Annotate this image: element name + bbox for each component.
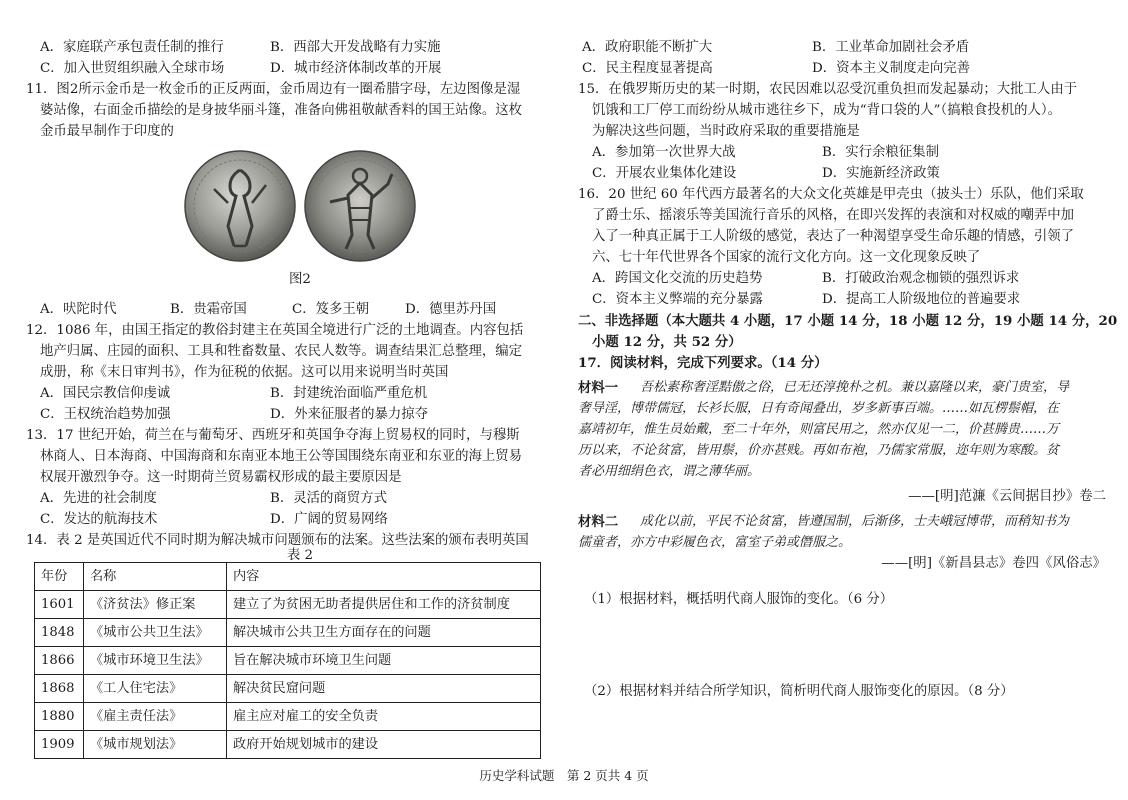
table-row: [35, 619, 541, 647]
q16-option-c: C．资本主义弊端的充分暴露: [592, 292, 763, 307]
q13-option-d: D．广阔的贸易网络: [270, 512, 388, 527]
q10-option-b: B．西部大开发战略有力实施: [270, 40, 441, 55]
q14-stem-line-1: 14．表 2 是英国近代不同时期为解决城市问题颁布的法案。这些法案的颁布表明英国: [26, 533, 529, 548]
q17-title: 17．阅读材料，完成下列要求。（14 分）: [578, 355, 828, 371]
table-cell-year: 1880: [35, 703, 84, 731]
q15-option-b: B．实行余粮征集制: [822, 145, 939, 160]
material-1-line-3: 嘉靖初年，惟生员始戴，至二十年外，则富民用之，然亦仅见一二，价甚腾贵……万: [578, 422, 1060, 437]
table-header-row: [35, 563, 541, 591]
material-1-line-2: 奢导淫，博带儒冠，长衫长服，日有奇闻叠出，岁多新事百端。……如瓦楞鬃帽，在: [578, 401, 1060, 416]
q12-option-c: C．王权统治趋势加强: [40, 407, 171, 422]
table-cell-content: 雇主应对雇工的安全负责: [227, 703, 541, 731]
q14-option-d: D．资本主义制度走向完善: [812, 61, 971, 76]
q11-stem-line-2: 婆站像，右面金币描绘的是身披华丽斗篷，准备向佛祖敬献香料的国王站像。这枚: [40, 103, 523, 118]
q14-option-a: A．政府职能不断扩大: [582, 40, 713, 55]
table-cell-name: 《城市环境卫生法》: [84, 647, 227, 675]
table-cell-year: 1909: [35, 731, 84, 759]
q15-stem-line-1: 15．在俄罗斯历史的某一时期，农民因难以忍受沉重负担而发起暴动；大批工人由于: [578, 82, 1078, 97]
q11-option-c: C．笈多王朝: [292, 302, 370, 317]
table-cell-content: 旨在解决城市环境卫生问题: [227, 647, 541, 675]
page-footer: 历史学科试题 第 2 页共 4 页: [479, 768, 649, 783]
q11-option-d: D．德里苏丹国: [405, 302, 497, 317]
q12-stem-line-1: 12．1086 年，由国王指定的教俗封建主在英国全境进行广泛的土地调查。内容包括: [26, 323, 524, 338]
material-1-source: ——[明]范濂《云间据目抄》卷二: [908, 489, 1106, 504]
table-cell-name: 《城市规划法》: [84, 731, 227, 759]
table-cell-year: 1868: [35, 675, 84, 703]
table-cell-name: 《工人住宅法》: [84, 675, 227, 703]
material-1-line-1: 吾松素称奢淫黠傲之俗，已无还淳挽朴之机。兼以嘉隆以来，豪门贵室，导: [640, 380, 1070, 395]
q12-option-d: D．外来征服者的暴力掠夺: [270, 407, 429, 422]
material-1-line-4: 历以来，不论贫富，皆用鬃，价亦甚贱。再如布袍，乃儒家常服，迩年则为寒酸。贫: [578, 443, 1060, 458]
table-cell-year: 1848: [35, 619, 84, 647]
table-row: [35, 675, 541, 703]
figure-2-caption: 图2: [289, 272, 311, 287]
q12-stem-line-3: 成册，称《末日审判书》，作为征税的依据。这可以用来说明当时英国: [40, 365, 449, 380]
q16-stem-line-2: 了爵士乐、摇滚乐等美国流行音乐的风格，在即兴发挥的表演和对权威的嘲弄中加: [592, 208, 1075, 223]
table-cell-year: 1601: [35, 591, 84, 619]
q10-option-a: A．家庭联产承包责任制的推行: [40, 40, 224, 55]
q13-stem-line-2: 林商人、日本海商、中国海商和东南亚本地王公等国围绕东南亚和东亚的海上贸易: [40, 449, 523, 464]
q13-option-a: A．先进的社会制度: [40, 491, 157, 506]
q12-stem-line-2: 地产归属、庄园的面积、工具和牲畜数量、农民人数等。调查结果汇总整理，编定: [40, 344, 523, 359]
q12-option-b: B．封建统治面临严重危机: [270, 386, 428, 401]
table-row: [35, 703, 541, 731]
material-2-source: ——[明]《新昌县志》卷四《风俗志》: [881, 556, 1106, 571]
table-row: [35, 591, 541, 619]
q10-option-d: D．城市经济体制改革的开展: [270, 61, 442, 76]
q14-option-c: C．民主程度显著提高: [582, 61, 713, 76]
q16-option-b: B．打破政治观念枷锁的强烈诉求: [822, 271, 1020, 286]
table-row: [35, 647, 541, 675]
coin-obverse: [185, 151, 295, 261]
material-1-line-5: 者必用细绢色衣，谓之薄华丽。: [578, 464, 761, 479]
q15-stem-line-2: 饥饿和工厂停工而纷纷从城市逃往乡下，成为“背口袋的人”（搞粮食投机的人）。: [592, 103, 1061, 118]
material-2-line-1: 成化以前，平民不论贫富，皆遵国制，后渐侈，士夫峨冠博带，而稍知书为: [640, 514, 1070, 529]
table-cell-year: 1866: [35, 647, 84, 675]
q12-option-a: A．国民宗教信仰虔诚: [40, 386, 171, 401]
q13-stem-line-1: 13．17 世纪开始，荷兰在与葡萄牙、西班牙和英国争夺海上贸易权的同时，与穆斯: [26, 428, 520, 443]
table-cell-content: 政府开始规划城市的建设: [227, 731, 541, 759]
table-2: [34, 562, 541, 759]
q15-option-d: D．实施新经济政策: [822, 166, 940, 181]
table-header-content: 内容: [227, 563, 541, 591]
q10-option-c: C．加入世贸组织融入全球市场: [40, 61, 225, 76]
table-row: [35, 731, 541, 759]
q16-option-d: D．提高工人阶级地位的普遍要求: [822, 292, 1021, 307]
table-cell-content: 建立了为贫困无助者提供居住和工作的济贫制度: [227, 591, 541, 619]
material-2-label: 材料二: [578, 514, 619, 530]
q15-stem-line-3: 为解决这些问题，当时政府采取的重要措施是: [592, 124, 860, 139]
material-1-label: 材料一: [578, 380, 619, 396]
table-header-name: 名称: [84, 563, 227, 591]
q16-stem-line-4: 六、七十年代世界各个国家的流行文化方向。这一文化现象反映了: [592, 250, 981, 265]
q11-option-b: B．贵霜帝国: [170, 302, 247, 317]
q11-option-a: A．吠陀时代: [40, 302, 117, 317]
q16-stem-line-3: 入了一种真正属于工人阶级的感觉，表达了一种渴望享受生命乐趣的情感，引领了: [592, 229, 1075, 244]
q16-stem-line-1: 16．20 世纪 60 年代西方最著名的大众文化英雄是甲壳虫（披头士）乐队，他们采取: [578, 187, 1084, 202]
table-cell-name: 《城市公共卫生法》: [84, 619, 227, 647]
q15-option-a: A．参加第一次世界大战: [592, 145, 736, 160]
table-cell-name: 《济贫法》修正案: [84, 591, 227, 619]
coin-reverse: [305, 151, 415, 261]
section-2-heading-line-1: 二、非选择题（本大题共 4 小题，17 小题 14 分，18 小题 12 分，19 小题 14 分，20: [578, 313, 1118, 329]
material-2-line-2: 儒童者，亦方中彩履色衣，富室子弟或僭服之。: [578, 535, 852, 550]
q14-option-b: B．工业革命加剧社会矛盾: [812, 40, 970, 55]
table-2-caption: 表 2: [286, 548, 314, 563]
q17-subquestion-2: （2）根据材料并结合所学知识，简析明代商人服饰变化的原因。（8 分）: [584, 684, 1014, 699]
q13-option-b: B．灵活的商贸方式: [270, 491, 387, 506]
q11-stem-line-3: 金币最早制作于印度的: [40, 124, 174, 139]
q15-option-c: C．开展农业集体化建设: [592, 166, 737, 181]
table-header-year: 年份: [35, 563, 84, 591]
q11-stem-line-1: 11．图2所示金币是一枚金币的正反两面，金币周边有一圈希腊字母，左边图像是湿: [26, 82, 521, 97]
gold-coin-figure: [180, 148, 420, 264]
table-cell-name: 《雇主责任法》: [84, 703, 227, 731]
q13-option-c: C．发达的航海技术: [40, 512, 158, 527]
table-cell-content: 解决城市公共卫生方面存在的问题: [227, 619, 541, 647]
table-cell-content: 解决贫民窟问题: [227, 675, 541, 703]
q17-subquestion-1: （1）根据材料，概括明代商人服饰的变化。（6 分）: [584, 592, 894, 607]
q16-option-a: A．跨国文化交流的历史趋势: [592, 271, 763, 286]
q13-stem-line-3: 权展开激烈争夺。这一时期荷兰贸易霸权形成的最主要原因是: [40, 470, 402, 485]
section-2-heading-line-2: 小题 12 分，共 52 分）: [592, 334, 742, 350]
